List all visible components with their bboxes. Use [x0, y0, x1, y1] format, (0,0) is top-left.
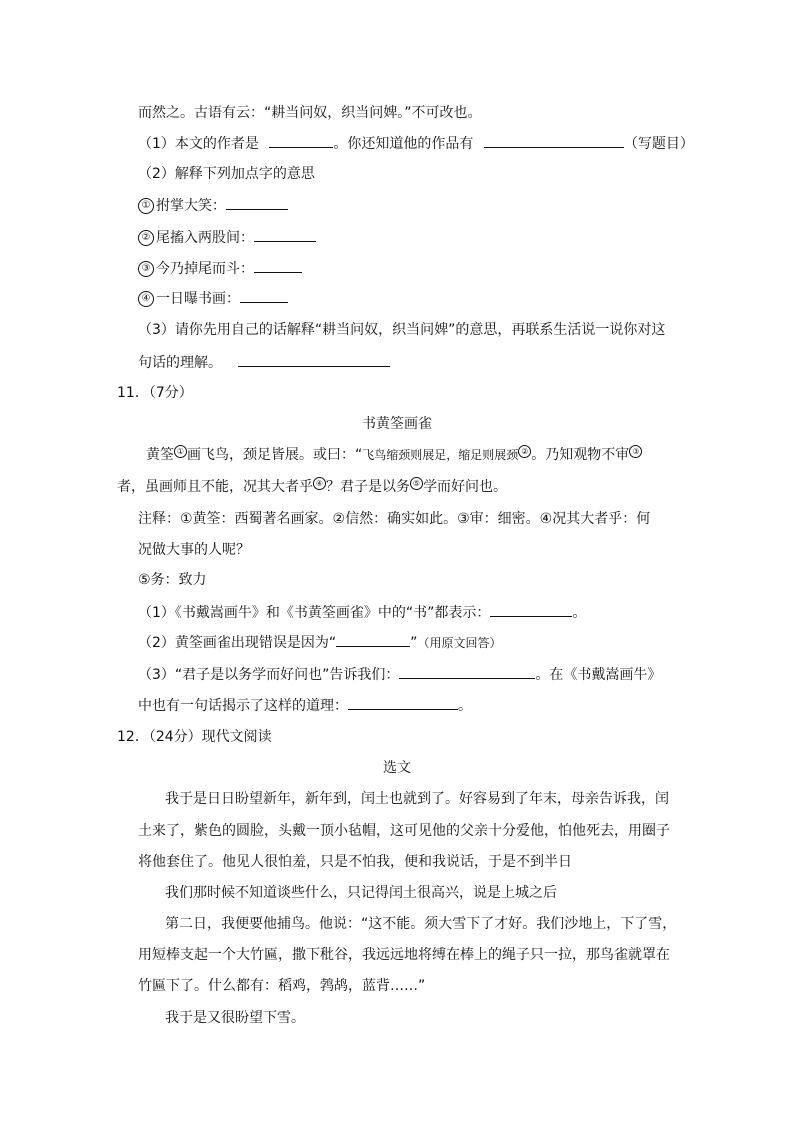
passage-quote: 飞鸟缩颈则展足，缩足则展颈: [362, 448, 519, 462]
footnote-marker: ①: [174, 445, 187, 458]
definition-item-2: [138, 227, 316, 248]
annotation-line-2: 况做大事的人呢？: [138, 542, 250, 558]
passage-line: 第二日，我便要他捕鸟。他说：“这不能。须大雪下了才好。我们沙地上，下了雪，: [165, 916, 677, 932]
question-text: 。: [572, 605, 587, 621]
passage-line: 竹匾下了。什么都有：稻鸡，鹁鸪，蓝背……”: [138, 978, 426, 994]
answer-blank[interactable]: [348, 695, 458, 710]
definition-item-4: [138, 288, 288, 309]
question-text: 。: [458, 698, 472, 714]
footnote-marker: ②: [518, 445, 531, 458]
passage-ending: 而然之。古语有云：“耕当问奴，织当问婢。”不可改也。: [138, 105, 482, 121]
question-11-number: 11．（7分）: [117, 385, 193, 401]
question-text: 。在《书戴嵩画牛》: [535, 667, 662, 683]
answer-blank[interactable]: [240, 288, 288, 303]
answer-blank-works[interactable]: [484, 133, 624, 148]
question-11-2: [138, 632, 501, 653]
footnote-marker: ⑤: [410, 477, 423, 490]
definition-item-3: [138, 258, 302, 279]
answer-blank[interactable]: [254, 258, 302, 273]
annotation-line-1: 注释：①黄筌：西蜀著名画家。②信然：确实如此。③审：细密。④况其大者乎：何: [138, 511, 651, 527]
definition-prompt: 尾搐入两股间：: [156, 230, 254, 246]
question-10-1: [138, 133, 694, 154]
definition-prompt: 拊掌大笑：: [156, 198, 226, 214]
question-text: （1）本文的作者是: [138, 136, 259, 152]
question-text: （1）《书戴嵩画牛》和《书黄筌画雀》中的“书”都表示：: [138, 605, 491, 621]
question-text: 句话的理解。: [138, 355, 222, 371]
answer-blank[interactable]: [336, 632, 410, 647]
annotation-line-3: ⑤务：致力: [138, 572, 207, 588]
question-text: 。你还知道他的作品有: [333, 136, 474, 152]
passage-text: 者，虽画师且不能，况其大者乎: [117, 479, 313, 495]
question-11-1: [138, 602, 586, 623]
passage-line: 将他套住了。他见人很怕羞，只是不怕我，便和我说话，于是不到半日: [138, 854, 572, 870]
definition-item-1: [138, 195, 288, 216]
passage-line-1: [146, 445, 642, 465]
answer-blank[interactable]: [254, 227, 316, 242]
passage-title: 选文: [383, 760, 411, 776]
answer-blank-author[interactable]: [269, 133, 333, 148]
question-12-number: 12．（24分）现代文阅读: [117, 729, 272, 745]
passage-text: 。乃知观物不审: [531, 447, 630, 463]
item-number: ②: [138, 230, 154, 246]
passage-line: 我于是又很盼望下雪。: [165, 1010, 305, 1026]
footnote-marker: ④: [313, 477, 326, 490]
question-10-2: （2）解释下列加点字的意思: [138, 166, 315, 182]
passage-title: 书黄筌画雀: [362, 416, 432, 432]
passage-line: 我于是日日盼望新年，新年到，闰土也就到了。好容易到了年末，母亲告诉我，闰: [165, 791, 669, 807]
question-11-3-continued: [138, 695, 472, 716]
question-text: 中也有一句话揭示了这样的道理：: [138, 698, 348, 714]
passage-text: 画飞鸟，颈足皆展。或曰：“: [187, 447, 363, 463]
definition-prompt: 一日曝书画：: [156, 291, 240, 307]
passage-line: 我们那时候不知道谈些什么，只记得闰土很高兴，说是上城之后: [165, 885, 557, 901]
definition-prompt: 今乃掉尾而斗：: [156, 261, 254, 277]
question-text: （写题目）: [623, 136, 694, 152]
passage-text: ？君子是以务: [326, 479, 410, 495]
question-10-3: （3）请你先用自己的话解释“耕当问奴，织当问婢”的意思，再联系生活说一说你对这: [138, 322, 666, 338]
passage-line: 土来了，紫色的圆脸，头戴一顶小毡帽，这可见他的父亲十分爱他，怕他死去，用圈子: [138, 823, 670, 839]
question-text: ”: [410, 635, 418, 651]
question-text: （3）“君子是以务学而好问也”告诉我们：: [138, 667, 400, 683]
passage-text: 黄筌: [146, 447, 174, 463]
answer-blank[interactable]: [490, 602, 572, 617]
item-number: ③: [138, 261, 154, 277]
question-11-3: [138, 664, 661, 685]
answer-blank[interactable]: [226, 195, 288, 210]
passage-line: 用短棒支起一个大竹匾，撒下秕谷，我远远地将缚在棒上的绳子只一拉，那鸟雀就罩在: [138, 947, 670, 963]
passage-text: 学而好问也。: [423, 479, 507, 495]
question-hint: （用原文回答）: [417, 636, 502, 650]
item-number: ④: [138, 291, 154, 307]
passage-line-2: [117, 477, 507, 497]
item-number: ①: [138, 198, 154, 214]
question-text: （2）黄筌画雀出现错误是因为“: [138, 635, 337, 651]
question-10-3-continued: [138, 352, 390, 373]
footnote-marker: ③: [629, 445, 642, 458]
answer-blank-understanding[interactable]: [238, 352, 390, 367]
answer-blank[interactable]: [399, 664, 535, 679]
